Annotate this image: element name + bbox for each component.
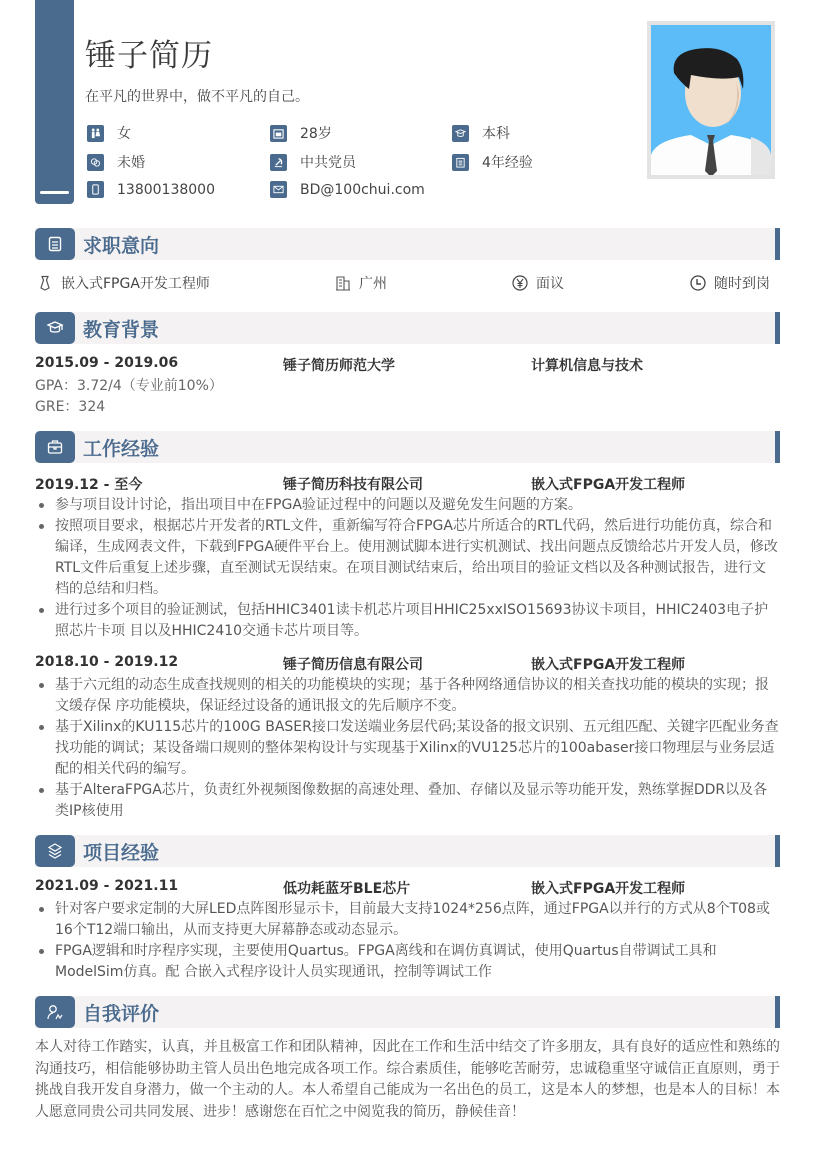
section-title: 求职意向 (83, 235, 160, 257)
list-item: 进行过多个项目的验证测试，包括HHIC3401读卡机芯片项目HHIC25xxISO15693协议卡项目，HHIC2403电子护照芯片卡项 目以及HHIC2410交通卡芯片项目等。 (35, 600, 780, 642)
info-value: 13800138000 (117, 181, 215, 198)
section-header-project (35, 835, 780, 867)
accent-dash (40, 191, 69, 194)
phone-icon (87, 181, 104, 198)
intent-city (335, 273, 387, 293)
gender-icon (87, 125, 104, 142)
work-bullets (35, 495, 780, 642)
intent-value: 随时到岗 (714, 276, 770, 292)
education-date: 2015.09 - 2019.06 (35, 355, 179, 371)
motto: 在平凡的世界中，做不平凡的自己。 (85, 89, 309, 105)
section-title: 项目经验 (83, 842, 160, 864)
clipboard-icon (452, 154, 469, 171)
resume-name: 锤子简历 (85, 38, 213, 74)
list-item: 参与项目设计讨论，指出项目中在FPGA验证过程中的问题以及避免发生问题的方案。 (35, 495, 780, 516)
avatar-photo (647, 21, 775, 179)
project-name: 低功耗蓝牙BLE芯片 (283, 881, 411, 897)
section-header-self (35, 996, 780, 1028)
heart-icon (87, 154, 104, 171)
section-title: 工作经验 (83, 438, 160, 460)
briefcase-icon (35, 431, 75, 463)
work-company: 锤子简历信息有限公司 (283, 657, 423, 673)
project-date: 2021.09 - 2021.11 (35, 878, 179, 894)
intent-value: 面议 (536, 276, 564, 292)
info-value: 未婚 (117, 155, 145, 171)
clock-icon (690, 275, 706, 291)
building-icon (335, 275, 351, 291)
intent-position (37, 273, 210, 293)
info-value: 4年经验 (482, 155, 533, 171)
work-date: 2019.12 - 至今 (35, 477, 143, 493)
list-item: 基于AlteraFPGA芯片，负责红外视频图像数据的高速处理、叠加、存储以及显示等功能开发，熟练掌握DDR以及各类IP核使用 (35, 780, 780, 822)
section-header-intent (35, 228, 780, 260)
work-company: 锤子简历科技有限公司 (283, 477, 423, 493)
list-item: 按照项目要求，根据芯片开发者的RTL文件，重新编写符合FPGA芯片所适合的RTL代码，然后进行功能仿真，综合和编译，生成网表文件，下载到FPGA硬件平台上。使用测试脚本进行实机测试、找出问题点反馈给芯片开发人员，修改RTL文件后重复上述步骤，直至测试无误结束。在项目测试结束后，给出项目的验证文档以及各种测试报告，进行文档的总结和归档。 (35, 516, 780, 600)
info-gender (87, 123, 131, 143)
list-item: 基于Xilinx的KU115芯片的100G BASER接口发送端业务层代码;某设备的报文识别、五元组匹配、关键字匹配业务查找功能的调试；某设备端口规则的整体架构设计与实现基于Xilinx的VU125芯片的100abaser接口物理层与业务层适配的相关代码的编写。 (35, 717, 780, 780)
section-title: 自我评价 (83, 1003, 160, 1025)
project-role: 嵌入式FPGA开发工程师 (531, 881, 686, 897)
education-major: 计算机信息与技术 (531, 358, 643, 374)
section-title: 教育背景 (83, 319, 160, 341)
layers-icon (35, 835, 75, 867)
info-value: 28岁 (300, 126, 332, 142)
self-evaluation-text: 本人对待工作踏实，认真，并且极富工作和团队精神，因此在工作和生活中结交了许多朋友，具有良好的适应性和熟练的沟通技巧，相信能够协助主管人员出色地完成各项工作。综合素质佳，能够吃苦耐劳，忠诚稳重坚守诚信正直原则，勇于挑战自我开发自身潜力，做一个主动的人。本人希望自己能成为一名出色的员工，这是本人的梦想，也是本人的目标！本人愿意同贵公司共同发展、进步！感谢您在百忙之中阅览我的简历，静候佳音！ (35, 1039, 780, 1120)
education-gre: GRE：324 (35, 399, 106, 415)
work-role: 嵌入式FPGA开发工程师 (531, 477, 686, 493)
info-politics (270, 152, 356, 172)
mail-icon (270, 181, 287, 198)
education-gpa: GPA：3.72/4（专业前10%） (35, 378, 223, 394)
info-phone (87, 181, 215, 198)
info-value: 女 (117, 126, 131, 142)
project-bullets (35, 899, 780, 983)
intent-availability (690, 273, 770, 293)
info-marital (87, 152, 145, 172)
tie-icon (37, 275, 53, 291)
header-accent-bar (35, 0, 74, 204)
list-item: 针对客户要求定制的大屏LED点阵图形显示卡，目前最大支持1024*256点阵，通过FPGA以并行的方式从8个T08或16个T12端口输出，从而支持更大屏幕静态或动态显示。 (35, 899, 780, 941)
info-age (270, 123, 332, 143)
info-value: 本科 (482, 126, 510, 142)
info-value: 中共党员 (300, 155, 356, 171)
yuan-icon (512, 275, 528, 291)
calendar-icon (270, 125, 287, 142)
work-date: 2018.10 - 2019.12 (35, 654, 179, 670)
info-experience (452, 152, 533, 172)
user-sign-icon (35, 996, 75, 1028)
info-email (270, 181, 425, 198)
list-item: FPGA逻辑和时序程序实现，主要使用Quartus。FPGA离线和在调仿真调试，使用Quartus自带调试工具和ModelSim仿真。配 合嵌入式程序设计人员实现通讯，控制等调试工作 (35, 941, 780, 983)
graduation-cap-icon (452, 125, 469, 142)
party-emblem-icon (270, 154, 287, 171)
section-header-education (35, 312, 780, 344)
section-header-work (35, 431, 780, 463)
info-value: BD@100chui.com (300, 181, 425, 198)
work-role: 嵌入式FPGA开发工程师 (531, 657, 686, 673)
intent-value: 广州 (359, 276, 387, 292)
intent-value: 嵌入式FPGA开发工程师 (61, 276, 210, 292)
work-bullets (35, 675, 780, 822)
info-degree (452, 123, 510, 143)
education-school: 锤子简历师范大学 (283, 358, 395, 374)
list-item: 基于六元组的动态生成查找规则的相关的功能模块的实现；基于各种网络通信协议的相关查找功能的模块的实现；报文缓存保 序功能模块，保证经过设备的通讯报文的先后顺序不变。 (35, 675, 780, 717)
intent-salary (512, 273, 564, 293)
graduation-cap-icon (35, 312, 75, 344)
clipboard-icon (35, 228, 75, 260)
